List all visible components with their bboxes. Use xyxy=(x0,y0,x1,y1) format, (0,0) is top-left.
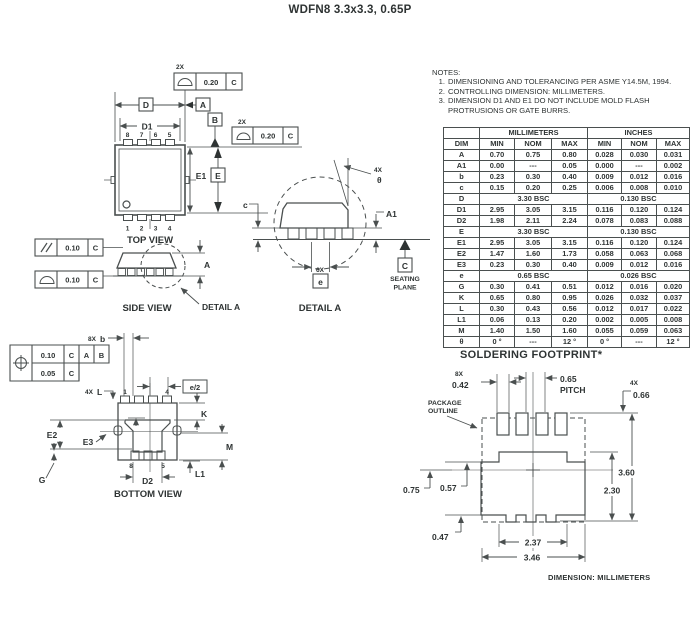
side-view-body xyxy=(117,253,176,268)
table-cell: 0.016 xyxy=(657,260,690,271)
table-cell: 0.009 xyxy=(588,260,622,271)
table-cell: 12 ° xyxy=(552,337,588,348)
tolerance-value: 0.20 xyxy=(260,131,276,141)
table-cell: 0.026 BSC xyxy=(588,271,690,282)
tolerance-datum: C xyxy=(68,368,75,378)
table-row xyxy=(444,150,690,161)
soldering-footprint xyxy=(403,349,650,582)
units-note: DIMENSION: MILLIMETERS xyxy=(548,573,651,582)
svg-text:4: 4 xyxy=(167,225,172,233)
bottom-view-caption: BOTTOM VIEW xyxy=(114,489,182,500)
seating-plane-label: SEATING xyxy=(390,276,420,283)
footprint-title: SOLDERING FOOTPRINT* xyxy=(460,349,603,361)
svg-text:5: 5 xyxy=(167,132,172,139)
dim-l-label: L xyxy=(97,387,103,397)
table-cell: --- xyxy=(515,337,552,348)
table-cell: 0.30 xyxy=(480,304,515,315)
angle-qty-label: 4X xyxy=(374,167,382,174)
table-cell: 2.24 xyxy=(552,216,588,227)
table-cell: E xyxy=(444,227,480,238)
bottom-view xyxy=(10,333,233,500)
profile-symbol-icon xyxy=(40,277,54,284)
side-view-pins xyxy=(118,269,173,276)
tolerance-datum: C xyxy=(68,350,75,360)
table-cell: 3.30 BSC xyxy=(480,227,588,238)
table-row xyxy=(444,293,690,304)
footprint-top-pads xyxy=(497,413,567,435)
table-cell: 3.05 xyxy=(515,205,552,216)
pad-height-label: 0.66 xyxy=(633,390,650,400)
inner-height-value: 2.30 xyxy=(603,485,621,496)
table-cell: 0.068 xyxy=(657,249,690,260)
datum-e-label: E xyxy=(215,170,221,181)
tolerance-datum: B xyxy=(98,350,105,360)
dim-c-label: c xyxy=(243,200,248,210)
package-outline-label: OUTLINE xyxy=(428,408,458,415)
table-cell: 0.083 xyxy=(622,216,657,227)
pin1-indicator-icon xyxy=(123,201,130,208)
datum-b-label: B xyxy=(211,115,219,125)
table-cell: 0.005 xyxy=(622,315,657,326)
bottom-view-pins xyxy=(121,396,172,403)
table-cell: e xyxy=(444,271,480,282)
table-cell: 0.008 xyxy=(657,315,690,326)
tolerance-value: 0.10 xyxy=(65,243,80,253)
angle-theta-label: θ xyxy=(377,175,382,185)
pitch-qty-label: 6X xyxy=(316,267,324,274)
dimension-table xyxy=(443,127,690,348)
dim-e-label: e xyxy=(318,276,323,287)
pin-number: 5 xyxy=(161,463,165,470)
note-item: 3. DIMENSION D1 AND E1 DO NOT INCLUDE MOLD FLASH PROTRUSIONS OR GATE BURRS. xyxy=(438,96,650,115)
table-cell: 0 ° xyxy=(588,337,622,348)
tolerance-value: 0.10 xyxy=(65,275,80,285)
qty-label: 8X xyxy=(455,371,463,378)
detail-a-view xyxy=(243,158,430,314)
table-cell: 0.130 BSC xyxy=(588,194,690,205)
dim-d1-label: D1 xyxy=(141,121,153,132)
table-cell: M xyxy=(444,326,480,337)
table-cell: 0.016 xyxy=(622,282,657,293)
table-cell: L xyxy=(444,304,480,315)
table-cell: E3 xyxy=(444,260,480,271)
table-column-header: DIM MIN NOM MAX MIN NOM MAX xyxy=(444,139,690,150)
table-cell: E1 xyxy=(444,238,480,249)
dim-k-label: K xyxy=(201,409,208,419)
table-cell: 0.116 xyxy=(588,205,622,216)
pin-number: 8 xyxy=(129,463,133,470)
table-cell: 0.70 xyxy=(480,150,515,161)
table-cell: 1.73 xyxy=(552,249,588,260)
table-cell: --- xyxy=(515,161,552,172)
table-cell: K xyxy=(444,293,480,304)
left-offset-value: 0.75 xyxy=(403,485,420,495)
table-cell: 0.23 xyxy=(480,172,515,183)
svg-text:6: 6 xyxy=(153,132,158,139)
table-row xyxy=(444,315,690,326)
dim-b-label: b xyxy=(100,334,106,344)
table-cell: 0.95 xyxy=(552,293,588,304)
note-item: 2. CONTROLLING DIMENSION: MILLIMETERS. xyxy=(438,86,605,96)
parallelism-symbol-icon xyxy=(41,243,47,252)
tolerance-datum: C xyxy=(287,131,294,141)
table-cell: θ xyxy=(444,337,480,348)
table-row xyxy=(444,337,690,348)
note-item: 1. DIMENSIONING AND TOLERANCING PER ASME Y14.5M, 1994. xyxy=(438,77,672,87)
table-cell: 0.008 xyxy=(622,183,657,194)
tolerance-value: 0.05 xyxy=(40,368,56,378)
table-cell: 0.063 xyxy=(657,326,690,337)
datum-a-triangle xyxy=(185,102,193,109)
table-cell: 0.30 xyxy=(480,282,515,293)
table-cell: 0.65 BSC xyxy=(480,271,588,282)
dim-e3-label: E3 xyxy=(82,437,94,447)
outer-height-value: 3.60 xyxy=(618,467,635,478)
table-cell: 0.012 xyxy=(622,172,657,183)
detail-a-caption: DETAIL A xyxy=(298,303,342,314)
tolerance-datum: C xyxy=(92,243,99,253)
table-cell: 0.124 xyxy=(657,205,690,216)
tolerance-datum: A xyxy=(83,350,90,360)
table-cell: 0.058 xyxy=(588,249,622,260)
exposed-pad xyxy=(125,420,170,452)
side-view-caption: SIDE VIEW xyxy=(122,303,172,314)
table-cell: E2 xyxy=(444,249,480,260)
qty-label: 4X xyxy=(85,389,93,396)
dim-g-label: G xyxy=(38,475,46,485)
table-cell: 0.020 xyxy=(657,282,690,293)
top-view xyxy=(104,64,302,246)
table-cell: 0.006 xyxy=(588,183,622,194)
table-cell: 3.30 BSC xyxy=(480,194,588,205)
table-cell: 0.017 xyxy=(622,304,657,315)
top-view-caption: TOP VIEW xyxy=(126,235,174,246)
table-cell: L1 xyxy=(444,315,480,326)
table-cell: 3.15 xyxy=(552,238,588,249)
dim-d-label: D xyxy=(142,100,150,110)
table-cell: 0.022 xyxy=(657,304,690,315)
dim-d2-label: D2 xyxy=(142,476,153,486)
qty-label: 8X xyxy=(88,336,96,343)
table-cell: 0.120 xyxy=(622,238,657,249)
pad-span-value: 2.37 xyxy=(524,537,542,548)
dim-e-half-label: e/2 xyxy=(189,382,201,392)
table-cell: 0.009 xyxy=(588,172,622,183)
table-cell: D xyxy=(444,194,480,205)
table-cell: 0.012 xyxy=(588,282,622,293)
table-cell: 0.026 xyxy=(588,293,622,304)
tolerance-value: 0.10 xyxy=(40,350,56,360)
table-cell: c xyxy=(444,183,480,194)
notes-heading: NOTES: xyxy=(432,68,461,77)
table-row xyxy=(444,238,690,249)
seating-plane-triangle xyxy=(400,240,411,251)
side-view xyxy=(35,239,240,314)
table-cell: 1.40 xyxy=(480,326,515,337)
table-cell: 0.002 xyxy=(588,315,622,326)
svg-text:8: 8 xyxy=(125,132,130,139)
table-cell: 0.059 xyxy=(622,326,657,337)
detail-a-pointer-label: DETAIL A xyxy=(202,302,241,312)
profile-symbol-icon xyxy=(237,133,250,140)
table-cell: 0.130 BSC xyxy=(588,227,690,238)
datum-a-label: A xyxy=(199,100,207,110)
table-cell: 0.80 xyxy=(552,150,588,161)
table-cell: 0.000 xyxy=(588,161,622,172)
table-cell: 0.05 xyxy=(552,161,588,172)
table-row xyxy=(444,172,690,183)
table-cell: b xyxy=(444,172,480,183)
table-cell: 0.51 xyxy=(552,282,588,293)
table-row xyxy=(444,249,690,260)
table-cell: 0.120 xyxy=(622,205,657,216)
notes-block xyxy=(432,68,694,115)
table-cell: 1.98 xyxy=(480,216,515,227)
pin-number: 4 xyxy=(165,389,169,396)
table-row xyxy=(444,304,690,315)
svg-text:7: 7 xyxy=(139,132,144,139)
table-row xyxy=(444,227,690,238)
table-cell: 0 ° xyxy=(480,337,515,348)
table-cell: 0.012 xyxy=(588,304,622,315)
table-cell: 2.11 xyxy=(515,216,552,227)
profile-symbol-icon xyxy=(178,79,192,86)
detail-a-pins xyxy=(288,228,353,239)
table-cell: 0.40 xyxy=(552,172,588,183)
table-cell: 3.05 xyxy=(515,238,552,249)
svg-text:3: 3 xyxy=(153,225,158,233)
table-cell: 1.47 xyxy=(480,249,515,260)
position-symbol-icon xyxy=(13,355,29,371)
table-cell: A1 xyxy=(444,161,480,172)
top-view-pins xyxy=(124,140,175,221)
datum-c-label: C xyxy=(401,260,409,271)
dim-l1-label: L1 xyxy=(195,469,205,479)
table-cell: 0.30 xyxy=(515,260,552,271)
pin-numbers-bottom xyxy=(126,226,172,233)
bottom-offset-value: 0.47 xyxy=(432,532,449,542)
table-row xyxy=(444,205,690,216)
table-cell: 12 ° xyxy=(657,337,690,348)
table-cell: 2.95 xyxy=(480,238,515,249)
table-cell: 0.037 xyxy=(657,293,690,304)
table-cell: 0.055 xyxy=(588,326,622,337)
qty-label: 4X xyxy=(630,380,638,387)
pad-width-label: 0.42 xyxy=(452,380,469,390)
table-cell: 0.20 xyxy=(552,315,588,326)
svg-text:1: 1 xyxy=(125,225,130,233)
table-cell: 0.00 xyxy=(480,161,515,172)
table-row xyxy=(444,260,690,271)
table-cell: 0.41 xyxy=(515,282,552,293)
table-cell: 0.032 xyxy=(622,293,657,304)
table-row xyxy=(444,183,690,194)
table-cell: --- xyxy=(622,337,657,348)
table-cell: 1.60 xyxy=(515,249,552,260)
table-cell: G xyxy=(444,282,480,293)
detail-a-zone-circle xyxy=(141,244,185,288)
table-row xyxy=(444,271,690,282)
pitch-value: 0.65 xyxy=(560,374,577,384)
table-cell: 1.60 xyxy=(552,326,588,337)
dim-e2-label: E2 xyxy=(46,430,58,440)
qty-label: 2X xyxy=(176,64,184,71)
table-cell: 0.43 xyxy=(515,304,552,315)
table-cell: 3.15 xyxy=(552,205,588,216)
page-title: WDFN8 3.3x3.3, 0.65P xyxy=(288,4,412,16)
table-cell: 0.30 xyxy=(515,172,552,183)
dim-a-label: A xyxy=(204,260,211,270)
tolerance-value: 0.20 xyxy=(203,77,219,87)
table-cell: 0.15 xyxy=(480,183,515,194)
table-row xyxy=(444,194,690,205)
table-cell: 0.13 xyxy=(515,315,552,326)
table-cell: 0.56 xyxy=(552,304,588,315)
qty-label: 2X xyxy=(238,119,246,126)
table-cell: 0.25 xyxy=(552,183,588,194)
detail-a-body xyxy=(280,203,348,228)
table-cell: 0.030 xyxy=(622,150,657,161)
tolerance-datum: C xyxy=(92,275,99,285)
total-width-value: 3.46 xyxy=(523,552,541,563)
table-cell: 0.80 xyxy=(515,293,552,304)
datum-b-triangle xyxy=(211,138,220,147)
table-cell: 0.078 xyxy=(588,216,622,227)
table-cell: 0.75 xyxy=(515,150,552,161)
left-offset2-value: 0.57 xyxy=(440,483,457,493)
inches-header: INCHES xyxy=(588,128,690,139)
pin-number: 1 xyxy=(123,389,127,396)
table-cell: 0.40 xyxy=(552,260,588,271)
table-cell: 0.063 xyxy=(622,249,657,260)
table-cell: 0.028 xyxy=(588,150,622,161)
svg-text:2: 2 xyxy=(139,225,144,233)
table-cell: 1.50 xyxy=(515,326,552,337)
table-cell: 0.002 xyxy=(657,161,690,172)
table-cell: 0.116 xyxy=(588,238,622,249)
dim-m-label: M xyxy=(226,442,234,452)
table-cell: 0.124 xyxy=(657,238,690,249)
table-cell: D1 xyxy=(444,205,480,216)
table-cell: 0.20 xyxy=(515,183,552,194)
dim-e1-label: E1 xyxy=(195,171,207,181)
pin-numbers-top xyxy=(126,132,172,139)
table-cell: 0.65 xyxy=(480,293,515,304)
table-row xyxy=(444,326,690,337)
table-row xyxy=(444,216,690,227)
table-cell: 2.95 xyxy=(480,205,515,216)
table-cell: 0.23 xyxy=(480,260,515,271)
dim-a1-label: A1 xyxy=(386,209,397,219)
table-cell: 0.031 xyxy=(657,150,690,161)
table-cell: 0.010 xyxy=(657,183,690,194)
table-cell: 0.088 xyxy=(657,216,690,227)
pitch-label: PITCH xyxy=(560,385,586,395)
seating-plane-label: PLANE xyxy=(393,284,417,292)
tolerance-datum: C xyxy=(231,77,237,87)
table-cell: 0.012 xyxy=(622,260,657,271)
table-group-header xyxy=(444,128,690,139)
detail-a-circle xyxy=(274,177,366,269)
package-outline-label: PACKAGE xyxy=(428,400,462,407)
millimeters-header: MILLIMETERS xyxy=(480,128,588,139)
table-cell: --- xyxy=(622,161,657,172)
table-cell: D2 xyxy=(444,216,480,227)
table-cell: 0.06 xyxy=(480,315,515,326)
package-body xyxy=(115,145,185,215)
table-cell: 0.016 xyxy=(657,172,690,183)
table-row xyxy=(444,161,690,172)
table-cell: A xyxy=(444,150,480,161)
table-row xyxy=(444,282,690,293)
